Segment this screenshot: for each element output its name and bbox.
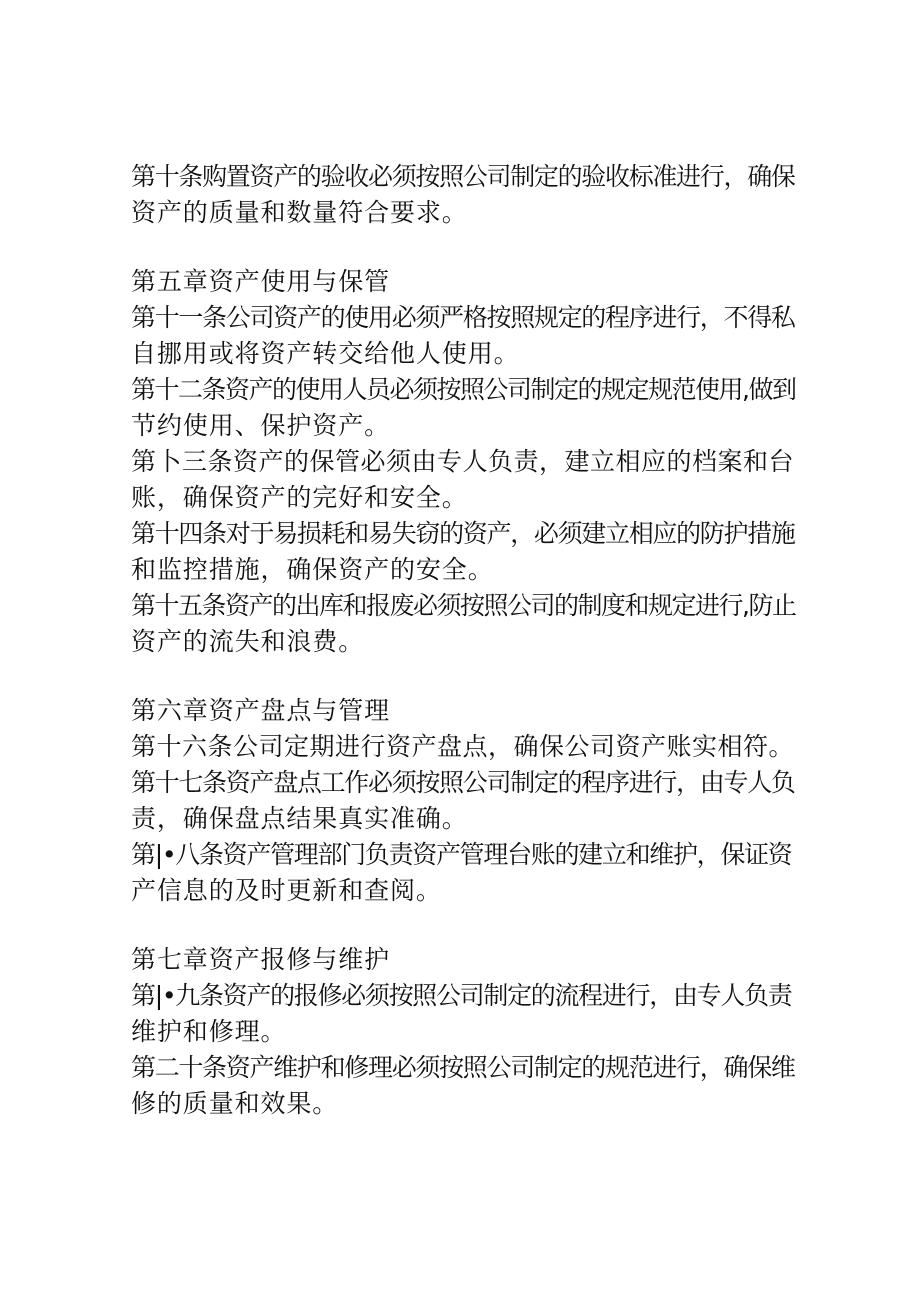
article-12-line-1: 第十二条资产的使用人员必须按照公司制定的规定规范使用,做到 (131, 375, 796, 404)
article-14-line-1: 第十四条对于易损耗和易失窃的资产，必须建立相应的防护措施 (131, 519, 795, 548)
article-13-line-1: 第卜三条资产的保管必须由专人负责，建立相应的档案和台 (131, 447, 795, 476)
article-16-line-1: 第十六条公司定期进行资产盘点，确保公司资产账实相符。 (131, 732, 795, 761)
chapter-7-heading: 第七章资产报修与维护 (131, 945, 391, 974)
article-18-line-2: 产信息的及时更新和查阅。 (131, 876, 442, 905)
article-11-line-1: 第十一条公司资产的使用必须严格按照规定的程序进行，不得私 (131, 303, 795, 332)
article-12-line-2: 节约使用、保护资产。 (131, 411, 391, 440)
article-18-line-1: 第|•八条资产管理部门负责资产管理台账的建立和维护，保证资 (131, 840, 792, 869)
article-15-line-2: 资产的流失和浪费。 (131, 627, 365, 656)
article-10-line-2: 资产的质量和数量符合要求。 (131, 198, 468, 227)
article-10-line-1: 第十条购置资产的验收必须按照公司制定的验收标准进行，确保 (131, 162, 795, 191)
article-19-line-2: 维护和修理。 (131, 1017, 287, 1046)
article-20-line-2: 修的质量和效果。 (131, 1089, 339, 1118)
chapter-5-heading: 第五章资产使用与保管 (131, 267, 391, 296)
article-14-line-2: 和监控措施，确保资产的安全。 (131, 555, 494, 584)
article-20-line-1: 第二十条资产维护和修理必须按照公司制定的规范进行，确保维 (131, 1053, 795, 1082)
chapter-6-heading: 第六章资产盘点与管理 (131, 696, 391, 725)
article-13-line-2: 账，确保资产的完好和安全。 (131, 483, 468, 512)
article-11-line-2: 自挪用或将资产转交给他人使用。 (131, 339, 520, 368)
article-17-line-1: 第十七条资产盘点工作必须按照公司制定的程序进行，由专人负 (131, 768, 795, 797)
article-19-line-1: 第|•九条资产的报修必须按照公司制定的流程进行，由专人负责 (131, 981, 792, 1010)
article-17-line-2: 责，确保盘点结果真实准确。 (131, 804, 468, 833)
article-15-line-1: 第十五条资产的出库和报废必须按照公司的制度和规定进行,防止 (131, 591, 796, 620)
